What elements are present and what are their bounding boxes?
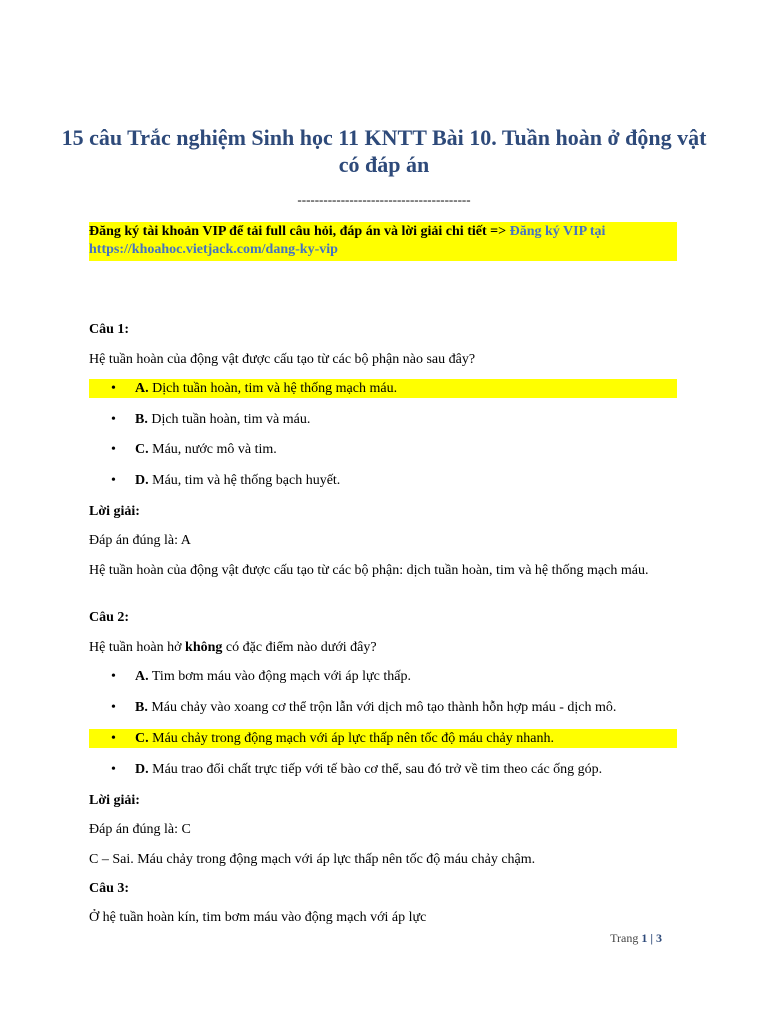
q2-question-post: có đặc điểm nào dưới đây? [222,640,377,655]
option-letter: B. [135,412,148,427]
q3-label: Câu 3: [89,881,130,896]
footer-divider: | [647,931,656,945]
q2-question-pre: Hệ tuần hoàn hở [89,640,186,655]
q2-option-d [89,760,677,779]
q2-label: Câu 2: [89,610,130,625]
q1-solution-label: Lời giải: [89,504,140,519]
option-text: Dịch tuần hoàn, tim và máu. [147,412,311,427]
option-text: Máu chảy trong động mạch với áp lực thấp nên tốc độ máu chảy nhanh. [148,731,554,746]
bullet-icon: • [111,669,116,684]
bullet-icon: • [111,442,116,457]
footer-total-pages: 3 [656,931,662,945]
q1-question: Hệ tuần hoàn của động vật được cấu tạo từ các bộ phận nào sau đây? [89,352,476,367]
option-letter: A. [135,381,149,396]
q2-solution-label: Lời giải: [89,793,140,808]
q2-option-b [89,698,677,717]
separator-line: ---------------------------------------- [297,192,471,207]
document-title: 15 câu Trắc nghiệm Sinh học 11 KNTT Bài 10. Tuần hoàn ở động vật có đáp án [61,125,707,177]
option-letter: C. [135,731,149,746]
bullet-icon: • [111,381,116,396]
q3-question: Ở hệ tuần hoàn kín, tim bơm máu vào động mạch với áp lực [89,910,427,925]
vip-text: Đăng ký tài khoản VIP để tải full câu hỏi, đáp án và lời giải chi tiết => [89,224,510,239]
option-text: Máu, tim và hệ thống bạch huyết. [148,473,341,488]
q1-answer: Đáp án đúng là: A [89,533,191,548]
option-text: Dịch tuần hoàn, tim và hệ thống mạch máu. [148,381,398,396]
q1-option-a [89,379,677,398]
option-text: Tim bơm máu vào động mạch với áp lực thấp. [148,669,411,684]
bullet-icon: • [111,473,116,488]
option-letter: A. [135,669,149,684]
q1-option-d [89,471,677,490]
q2-question-bold: không [185,640,223,655]
q1-option-c [89,440,677,459]
option-letter: C. [135,442,149,457]
q2-explanation: C – Sai. Máu chảy trong động mạch với áp lực thấp nên tốc độ máu chảy chậm. [89,852,536,867]
q2-question [89,639,679,656]
option-text: Máu chảy vào xoang cơ thể trộn lẫn với dịch mô tạo thành hỗn hợp máu - dịch mô. [147,700,617,715]
option-letter: D. [135,473,149,488]
footer-prefix: Trang [610,931,642,945]
page-footer [610,931,662,946]
q2-option-c [89,729,677,748]
q2-option-a [89,667,677,686]
q1-explanation: Hệ tuần hoàn của động vật được cấu tạo từ các bộ phận: dịch tuần hoàn, tim và hệ thống mạch máu. [89,563,649,578]
bullet-icon: • [111,762,116,777]
vip-link[interactable]: Đăng ký VIP tại https://khoahoc.vietjack.com/dang-ky-vip [89,224,606,257]
vip-banner [89,222,677,261]
footer-page-number: 1 [641,931,648,945]
option-letter: B. [135,700,148,715]
option-letter: D. [135,762,149,777]
q2-answer: Đáp án đúng là: C [89,822,191,837]
bullet-icon: • [111,731,116,746]
bullet-icon: • [111,412,116,427]
bullet-icon: • [111,700,116,715]
option-text: Máu trao đổi chất trực tiếp với tế bào cơ thể, sau đó trở về tim theo các ống góp. [148,762,603,777]
q1-label: Câu 1: [89,322,130,337]
option-text: Máu, nước mô và tim. [148,442,277,457]
q1-option-b [89,410,677,429]
